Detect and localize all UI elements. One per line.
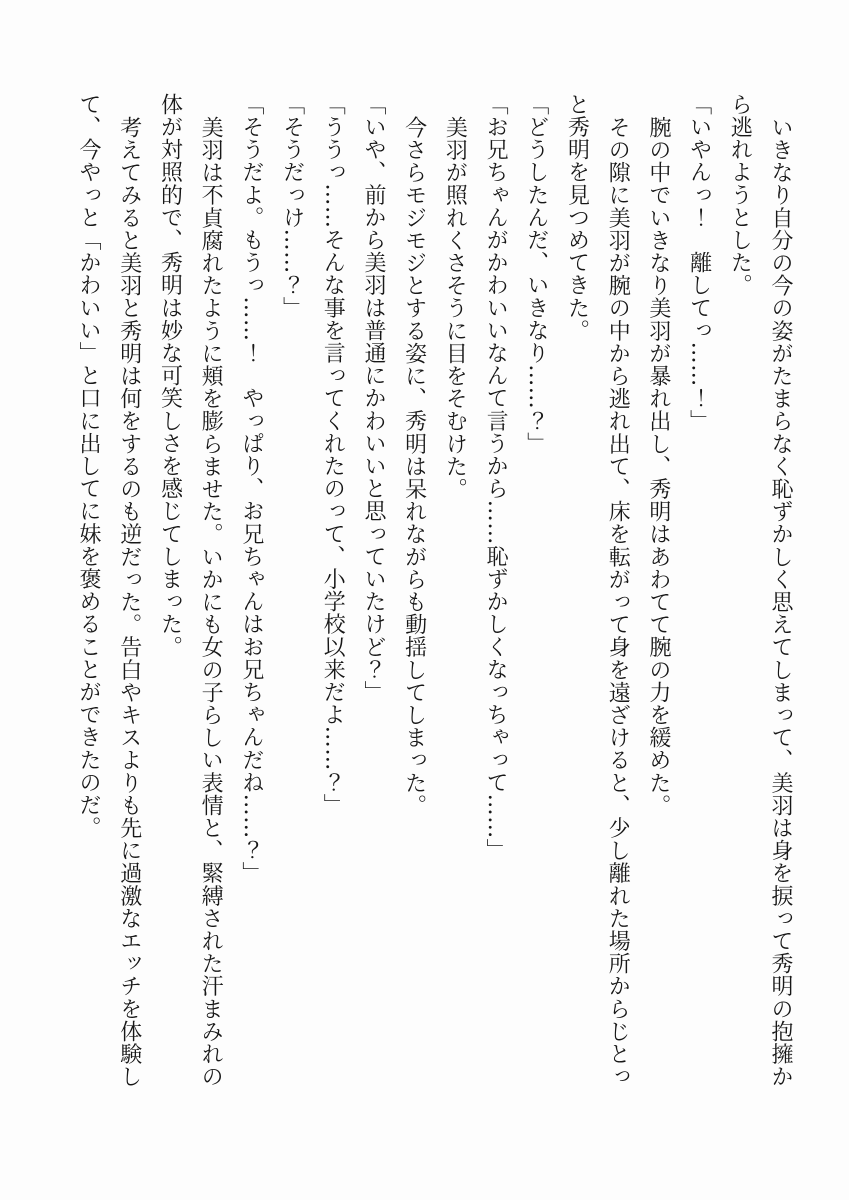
text-line: 「そうだっけ……？」 [279,93,305,319]
text-line: ら逃れようとした。 [727,93,753,297]
text-line: その隙に美羽が腕の中から逃れ出て、床を転がって身を遠ざけると、少し離れた場所からじとっ [605,116,631,1088]
text-line: 腕の中でいきなり美羽が暴れ出し、秀明はあわてて腕の力を緩めた。 [645,116,671,817]
text-line: 「ううっ……そんな事を言ってくれたのって、小学校以来だよ……？」 [320,93,346,817]
text-line: 「お兄ちゃんがかわいいなんて言うから……恥ずかしくなっちゃって……」 [483,93,509,862]
text-line: 今さらモジモジとする姿に、秀明は呆れながらも動揺してしまった。 [401,116,427,817]
text-line: 「いや、前から美羽は普通にかわいいと思っていたけど？」 [360,93,386,704]
text-line: と秀明を見つめてきた。 [564,93,590,342]
text-line: 体が対照的で、秀明は妙な可笑しさを感じてしまった。 [157,93,183,658]
vertical-text-block [67,93,800,1138]
text-line: 「いやんっ！ 離してっ……！」 [686,93,712,432]
text-line: 考えてみると美羽と秀明は何をするのも逆だった。告白やキスよりも先に過激なエッチを体験し [116,116,142,1088]
text-line: て、今やっと「かわいい」と口に出してに妹を褒めることができたのだ。 [76,93,102,839]
text-line: 「そうだよ。もうっ……！ やっぱり、お兄ちゃんはお兄ちゃんだね……？」 [238,93,264,884]
text-line: 美羽は不貞腐れたように頬を膨らませた。いかにも女の子らしい表情と、緊縛された汗まみれの [198,116,224,1088]
text-line: 「どうしたんだ、いきなり……？」 [523,93,549,455]
text-line: 美羽が照れくさそうに目をそむけた。 [442,116,468,501]
text-line: いきなり自分の今の姿がたまらなく恥ずかしく思えてしまって、美羽は身を捩って秀明の抱擁か [768,116,793,1088]
